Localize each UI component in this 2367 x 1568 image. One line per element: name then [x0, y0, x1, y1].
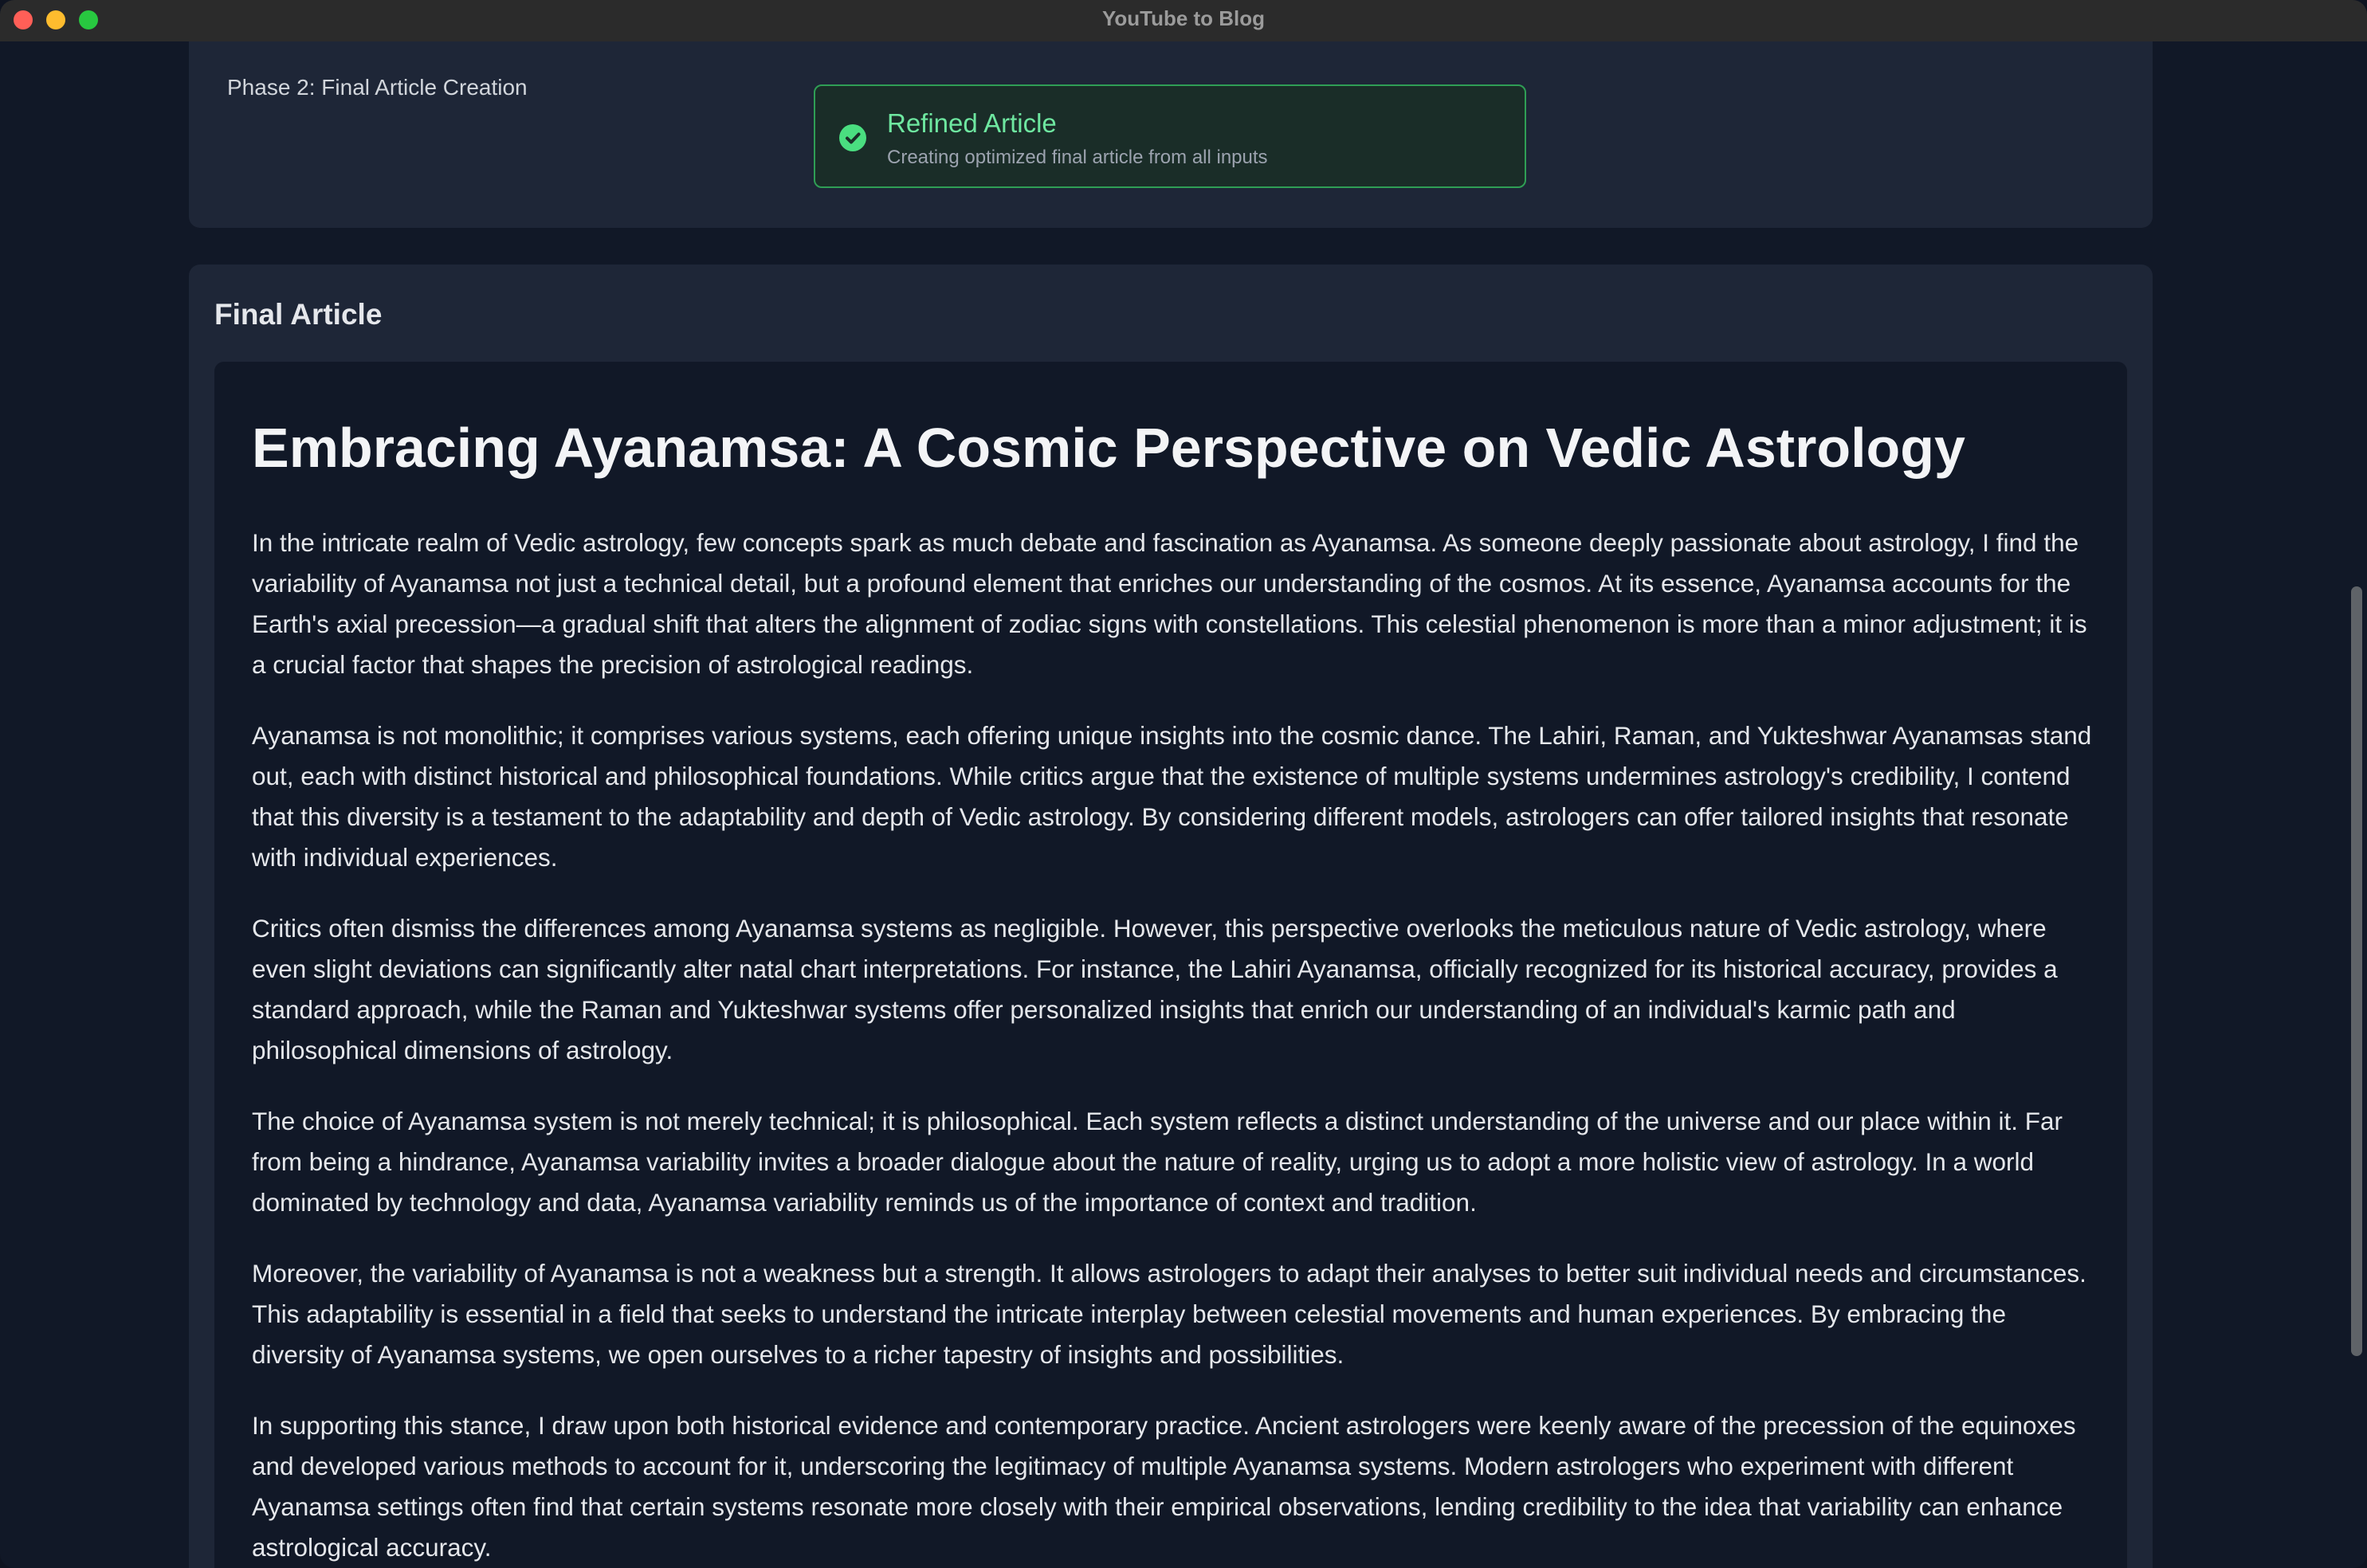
final-article-heading: Final Article	[214, 298, 383, 331]
phase-label: Phase 2: Final Article Creation	[227, 75, 528, 100]
refined-article-step	[814, 84, 1526, 188]
article-paragraph: In supporting this stance, I draw upon both historical evidence and contemporary practice. Ancient astrologers were keenly aware of the precession of the equinoxes and developed various methods to account for it, underscoring the legitimacy of multiple Ayanamsa systems. Modern astrologers who experiment with different Ayanamsa settings often find that certain systems resonate more closely with their empirical observations, lending credibility to the idea that variability can enhance astrological accuracy.	[252, 1411, 2076, 1562]
article-body	[252, 523, 2099, 1568]
article-paragraph: The choice of Ayanamsa system is not merely technical; it is philosophical. Each system reflects a distinct understanding of the universe and our place within it. Far from being a hindrance, Ayanamsa variability invites a broader dialogue about the nature of reality, urging us to adopt a more holistic view of astrology. In a world dominated by technology and data, Ayanamsa variability reminds us of the importance of context and tradition.	[252, 1107, 2063, 1217]
article-paragraph: In the intricate realm of Vedic astrology, few concepts spark as much debate and fascination as Ayanamsa. As someone deeply passionate about astrology, I find the variability of Ayanamsa not just a technical detail, but a profound element that enriches our understanding of the cosmos. At its essence, Ayanamsa accounts for the Earth's axial precession—a gradual shift that alters the alignment of zodiac signs with constellations. This celestial phenomenon is more than a minor adjustment; it is a crucial factor that shapes the precision of astrological readings.	[252, 528, 2087, 679]
main-content	[0, 41, 2346, 1566]
check-circle-icon	[839, 124, 866, 151]
vertical-scrollbar[interactable]	[2346, 41, 2367, 1566]
step-subtitle: Creating optimized final article from all inputs	[887, 147, 1268, 168]
article-paragraph: Ayanamsa is not monolithic; it comprises various systems, each offering unique insights into the cosmic dance. The Lahiri, Raman, and Yukteshwar Ayanamsas stand out, each with distinct historical and philosophical foundations. While critics argue that the existence of multiple systems undermines astrology's credibility, I contend that this diversity is a testament to the adaptability and depth of Vedic astrology. By considering different models, astrologers can offer tailored insights that resonate with individual experiences.	[252, 721, 2092, 872]
article-paragraph: Moreover, the variability of Ayanamsa is not a weakness but a strength. It allows astrologers to adapt their analyses to better suit individual needs and circumstances. This adaptability is essential in a field that seeks to understand the intricate interplay between celestial movements and human experiences. By embracing the diversity of Ayanamsa systems, we open ourselves to a richer tapestry of insights and possibilities.	[252, 1259, 2086, 1369]
article-paragraph: Critics often dismiss the differences among Ayanamsa systems as negligible. However, this perspective overlooks the meticulous nature of Vedic astrology, where even slight deviations can significantly alter natal chart interpretations. For instance, the Lahiri Ayanamsa, officially recognized for its historical accuracy, provides a standard approach, while the Raman and Yukteshwar systems offer personalized insights that enrich our understanding of an individual's karmic path and philosophical dimensions of astrology.	[252, 914, 2058, 1064]
scrollbar-thumb[interactable]	[2351, 586, 2362, 1356]
article-title: Embracing Ayanamsa: A Cosmic Perspective on Vedic Astrology	[252, 417, 1965, 479]
title-bar	[0, 0, 2367, 42]
step-title: Refined Article	[887, 108, 1057, 138]
window-title: YouTube to Blog	[1101, 6, 1266, 30]
